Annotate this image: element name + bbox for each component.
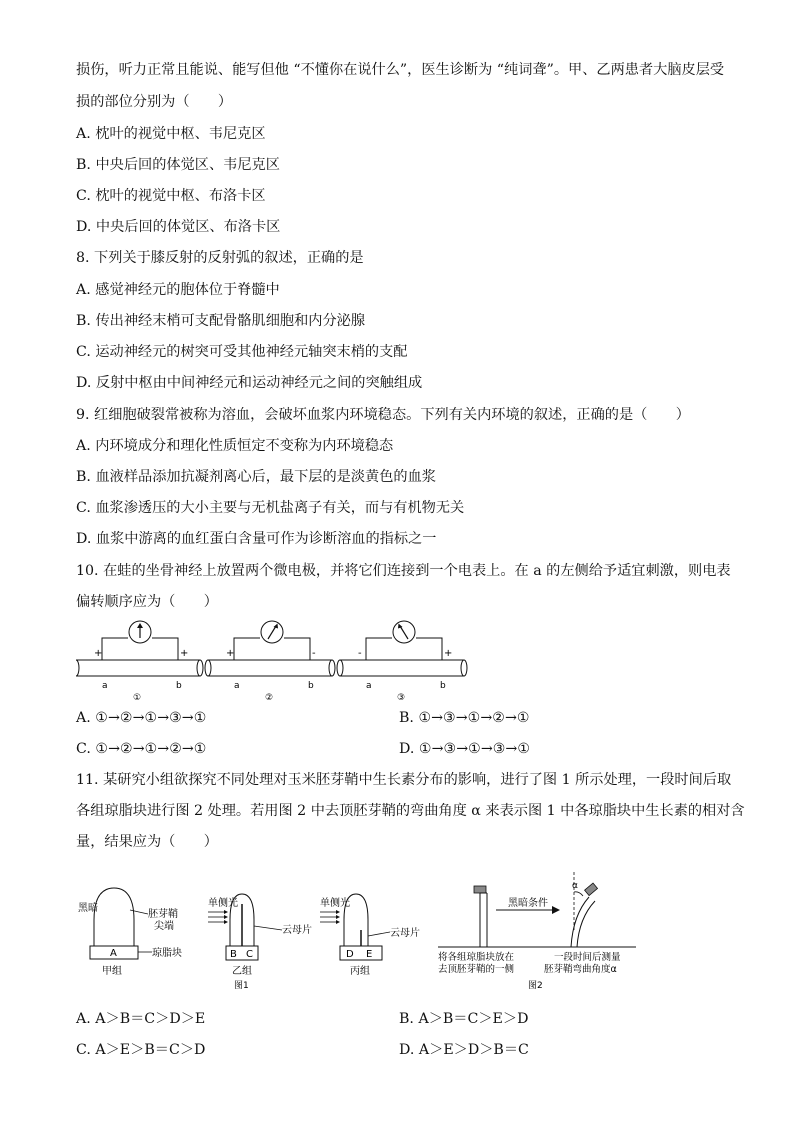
q10-option-c: C. ①→②→①→②→① xyxy=(76,741,207,757)
mica-label-2: 云母片 xyxy=(390,928,420,939)
q11-option-c: C. A＞E＞B＝C＞D xyxy=(76,1042,206,1058)
panel-number: ③ xyxy=(397,693,406,702)
mica-label-1: 云母片 xyxy=(282,925,312,936)
point-b-label: b xyxy=(440,681,446,691)
dark-label: 黑暗 xyxy=(78,903,98,914)
q10-option-d: D. ①→③→①→③→① xyxy=(399,741,531,757)
point-a-label: a xyxy=(366,681,372,691)
q8-option-d: D. 反射中枢由中间神经元和运动神经元之间的突触组成 xyxy=(76,375,423,391)
point-b-label: b xyxy=(308,681,314,691)
coleoptile-experiment-figure xyxy=(76,870,636,1000)
figure-1-caption: 图1 xyxy=(234,981,249,991)
q7-option-a: A. 枕叶的视觉中枢、韦尼克区 xyxy=(76,126,266,142)
block-e-label: E xyxy=(366,949,373,960)
note-left-line1: 将各组琼脂块放在 xyxy=(438,952,515,963)
group-bing-label: 丙组 xyxy=(350,966,370,977)
note-left-line2: 去顶胚芽鞘的一侧 xyxy=(438,964,515,975)
q11-stem-line2: 各组琼脂块进行图 2 处理。若用图 2 中去顶胚芽鞘的弯曲角度 α 来表示图 1 中各琼脂块中生长素的相对含 xyxy=(76,803,745,819)
group-jia-label: 甲组 xyxy=(102,966,122,977)
electrode-sign-left: + xyxy=(226,648,235,659)
q8-option-b: B. 传出神经末梢可支配骨骼肌细胞和内分泌腺 xyxy=(76,313,366,329)
q10-stem-line2: 偏转顺序应为（ ） xyxy=(76,594,218,610)
coleoptile-label: 胚芽鞘 xyxy=(148,909,178,920)
agar-label: 琼脂块 xyxy=(152,948,182,959)
q7-option-c: C. 枕叶的视觉中枢、布洛卡区 xyxy=(76,188,266,204)
q9-option-c: C. 血浆渗透压的大小主要与无机盐离子有关，而与有机物无关 xyxy=(76,500,465,516)
electrode-sign-left: + xyxy=(94,648,103,659)
point-a-label: a xyxy=(102,681,108,691)
q7-option-b: B. 中央后回的体觉区、韦尼克区 xyxy=(76,157,280,173)
electrode-sign-left: - xyxy=(358,648,362,659)
q7-stem-line1: 损伤，听力正常且能说、能写但他 “不懂你在说什么”，医生诊断为 “纯词聋”。甲、乙两患者大脑皮层受 xyxy=(76,62,725,78)
q10-stem-line1: 10. 在蛙的坐骨神经上放置两个微电极，并将它们连接到一个电表上。在 a 的左侧给予适宜刺激，则电表 xyxy=(76,563,731,579)
panel-number: ② xyxy=(265,693,274,702)
q11-stem-line3: 量，结果应为（ ） xyxy=(76,834,218,850)
electrode-sign-right: + xyxy=(180,648,189,659)
block-c-label: C xyxy=(246,949,253,960)
agar-block-bent xyxy=(585,883,598,895)
electrode-sign-right: - xyxy=(312,648,316,659)
q9-option-b: B. 血液样品添加抗凝剂离心后，最下层的是淡黄色的血浆 xyxy=(76,469,436,485)
q7-stem-line2: 损的部位分别为（ ） xyxy=(76,94,233,110)
note-right-line1: 一段时间后测量 xyxy=(554,952,621,963)
q8-stem: 8. 下列关于膝反射的反射弧的叙述，正确的是 xyxy=(76,250,364,266)
block-d-label: D xyxy=(346,949,354,960)
q7-option-d: D. 中央后回的体觉区、布洛卡区 xyxy=(76,219,281,235)
side-light-label-2: 单侧光 xyxy=(320,898,350,909)
point-b-label: b xyxy=(176,681,182,691)
dark-condition-label: 黑暗条件 xyxy=(508,898,548,909)
q11-option-d: D. A＞E＞D＞B＝C xyxy=(399,1042,529,1058)
nerve-galvanometer-figure xyxy=(76,618,476,702)
block-b-label: B xyxy=(230,949,237,960)
side-light-label-1: 单侧光 xyxy=(208,898,238,909)
q9-option-a: A. 内环境成分和理化性质恒定不变称为内环境稳态 xyxy=(76,438,394,454)
tip-label: 尖端 xyxy=(154,921,174,932)
note-right-line2: 胚芽鞘弯曲角度α xyxy=(544,964,617,975)
q10-option-a: A. ①→②→①→③→① xyxy=(76,710,207,726)
q10-option-b: B. ①→③→①→②→① xyxy=(399,710,530,726)
group-yi-label: 乙组 xyxy=(232,966,252,977)
q11-option-a: A. A＞B＝C＞D＞E xyxy=(76,1011,206,1027)
figure-2-caption: 图2 xyxy=(528,981,543,991)
q8-option-c: C. 运动神经元的树突可受其他神经元轴突末梢的支配 xyxy=(76,344,408,360)
point-a-label: a xyxy=(234,681,240,691)
q8-option-a: A. 感觉神经元的胞体位于脊髓中 xyxy=(76,282,280,298)
q9-option-d: D. 血浆中游离的血红蛋白含量可作为诊断溶血的指标之一 xyxy=(76,531,437,547)
q11-option-b: B. A＞B＝C＞E＞D xyxy=(399,1011,529,1027)
alpha-label: α xyxy=(572,881,578,891)
agar-block-on-coleoptile xyxy=(474,886,486,893)
q9-stem: 9. 红细胞破裂常被称为溶血，会破坏血浆内环境稳态。下列有关内环境的叙述，正确的是（ ） xyxy=(76,407,690,423)
panel-number: ① xyxy=(133,693,142,702)
q11-stem-line1: 11. 某研究小组欲探究不同处理对玉米胚芽鞘中生长素分布的影响，进行了图 1 所示处理，一段时间后取 xyxy=(76,772,732,788)
electrode-sign-right: + xyxy=(444,648,453,659)
block-a-label: A xyxy=(110,948,117,959)
